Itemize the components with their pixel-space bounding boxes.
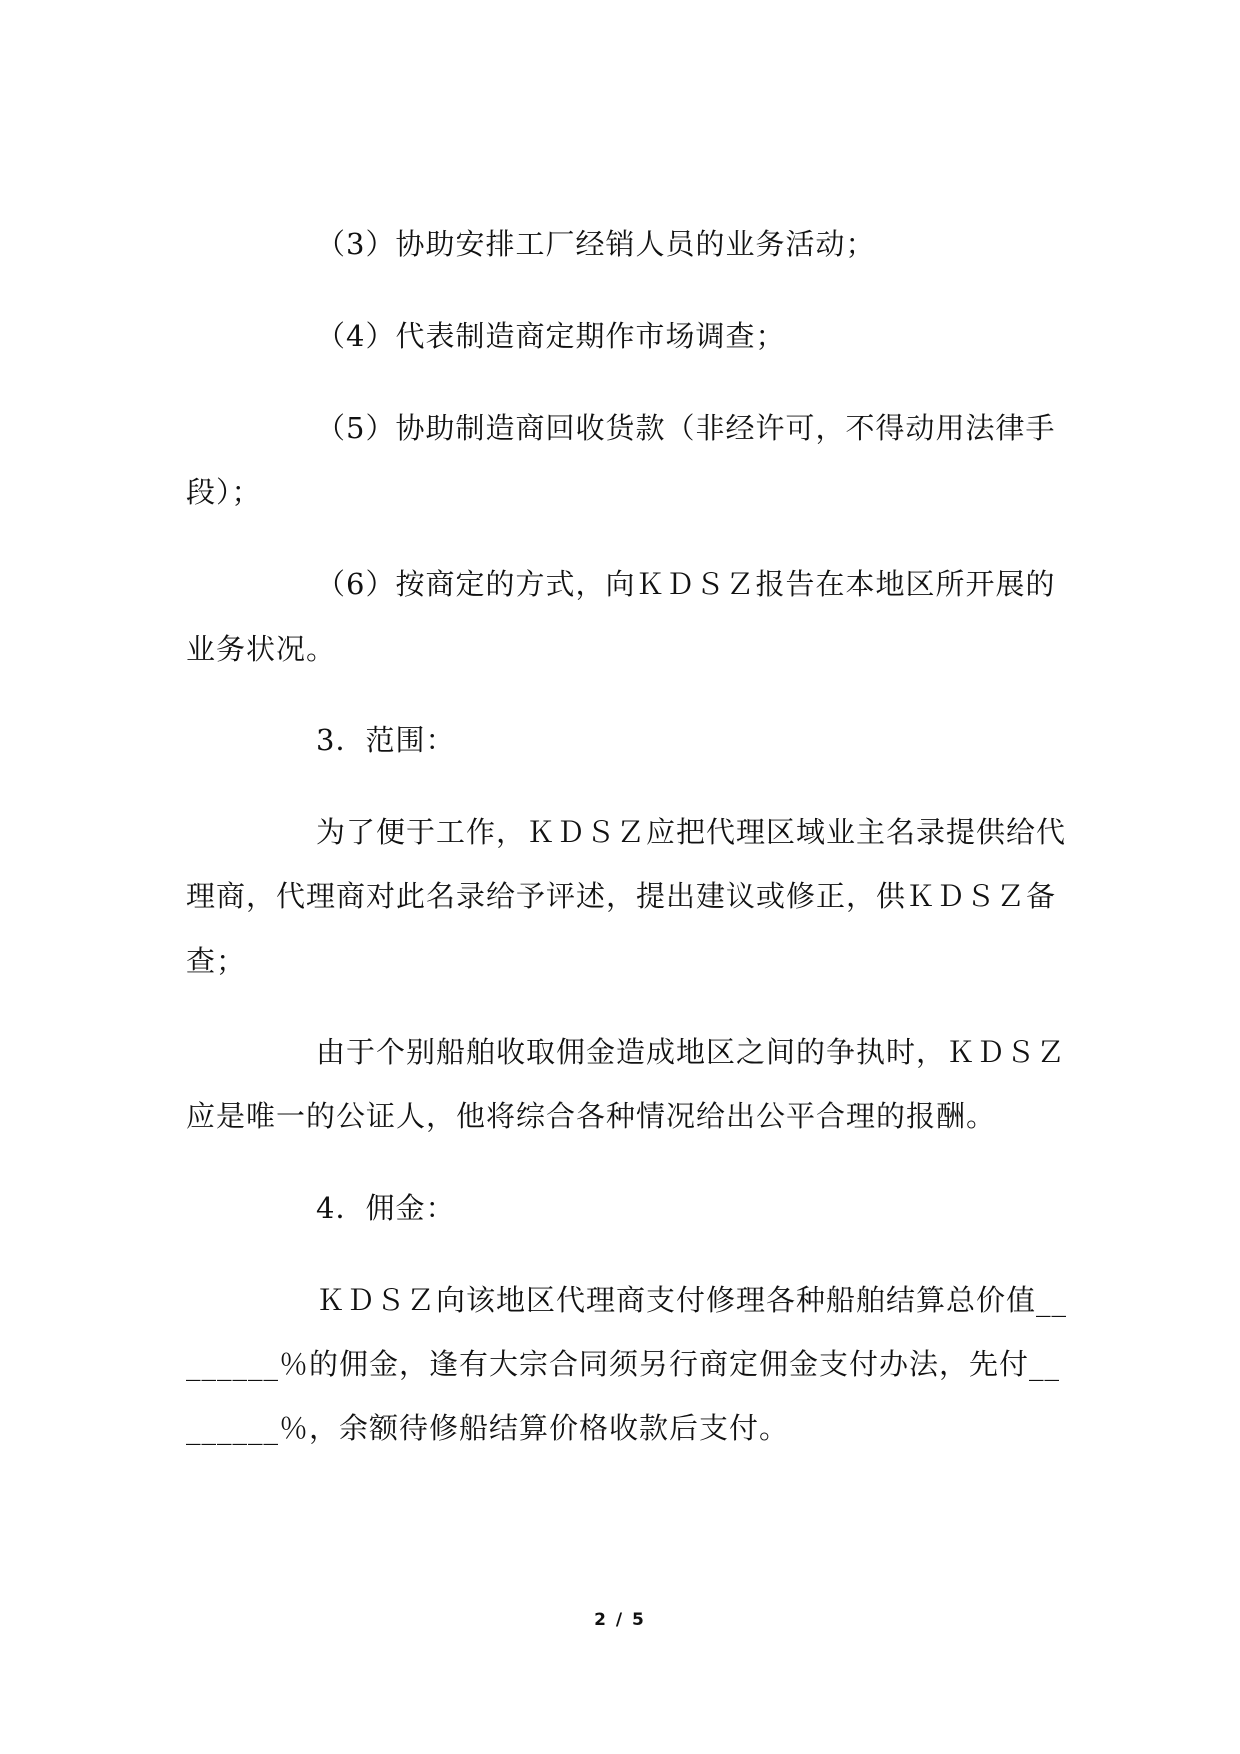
- scope-paragraph-2-line-1: 由于个别船舶收取佣金造成地区之间的争执时，ＫＤＳＺ: [316, 1035, 1067, 1069]
- paragraph-3-line-1: （3）协助安排工厂经销人员的业务活动；: [316, 227, 876, 261]
- paragraph-6-line-1: （6）按商定的方式，向ＫＤＳＺ报告在本地区所开展的: [316, 567, 1056, 601]
- paragraph-6-line-2: 业务状况。: [186, 632, 337, 666]
- paragraph-4-line-1: （4）代表制造商定期作市场调查；: [316, 319, 786, 353]
- page-number: 2 / 5: [594, 1610, 646, 1630]
- paragraph-5-line-2: 段）；: [186, 475, 262, 509]
- commission-paragraph-line-2: ______％的佣金，逢有大宗合同须另行商定佣金支付办法，先付__: [186, 1347, 1061, 1381]
- scope-paragraph-1-line-1: 为了便于工作，ＫＤＳＺ应把代理区域业主名录提供给代: [316, 815, 1067, 849]
- section-heading-scope: 3．范围：: [316, 723, 456, 757]
- scope-paragraph-1-line-2: 理商，代理商对此名录给予评述，提出建议或修正，供ＫＤＳＺ备: [186, 879, 1057, 913]
- commission-paragraph-line-3: ______％，余额待修船结算价格收款后支付。: [186, 1411, 790, 1445]
- section-heading-commission: 4．佣金：: [316, 1191, 456, 1225]
- scope-paragraph-1-line-3: 查；: [186, 944, 247, 978]
- scope-paragraph-2-line-2: 应是唯一的公证人，他将综合各种情况给出公平合理的报酬。: [186, 1099, 997, 1133]
- commission-paragraph-line-1: ＫＤＳＺ向该地区代理商支付修理各种船舶结算总价值__: [316, 1283, 1068, 1317]
- paragraph-5-line-1: （5）协助制造商回收货款（非经许可，不得动用法律手: [316, 411, 1056, 445]
